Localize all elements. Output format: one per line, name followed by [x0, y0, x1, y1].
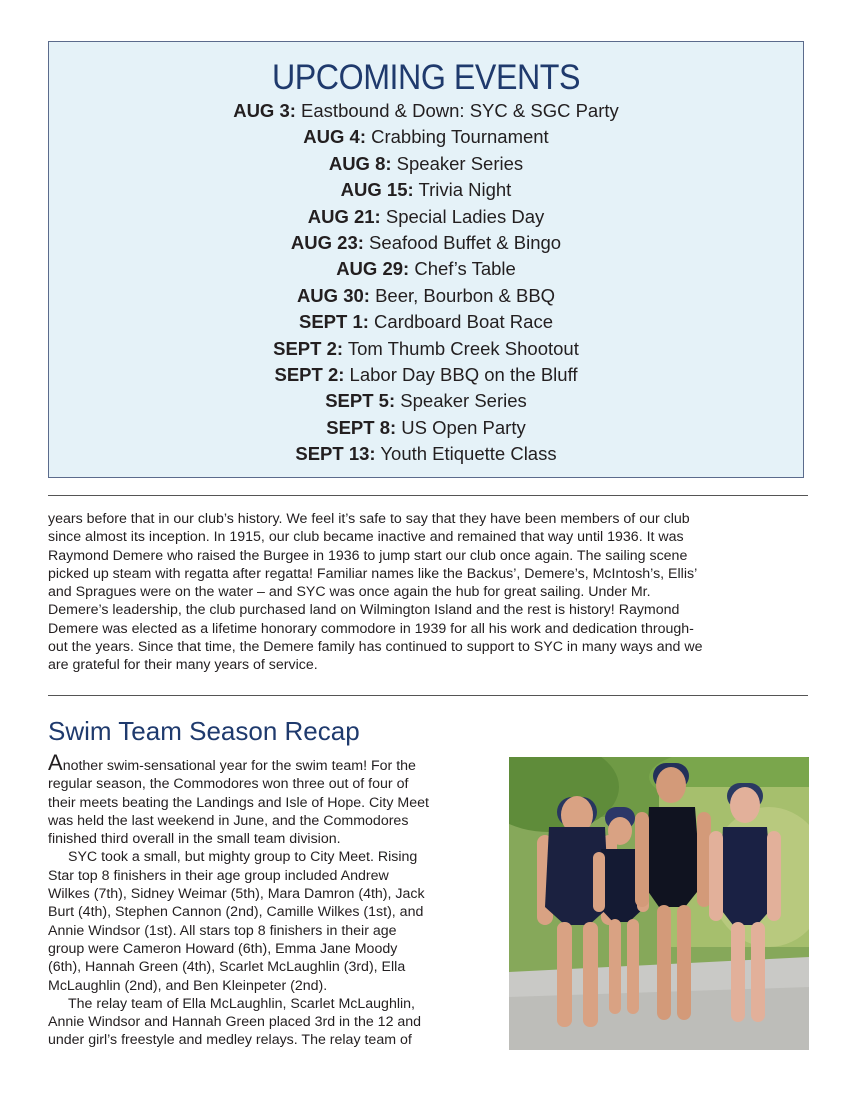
swim-paragraph-3	[48, 995, 488, 1050]
swim-section-title: Swim Team Season Recap	[48, 716, 360, 746]
event-name: Special Ladies Day	[380, 205, 545, 227]
text-line: under girl’s freestyle and medley relays. The relay team of	[48, 1032, 412, 1049]
text-line: picked up steam with regatta after regatta! Familiar names like the Backus’, Demere’s, McIntosh’s, Ellis’	[48, 565, 698, 582]
event-date: AUG 8:	[328, 152, 392, 174]
text-line: Star top 8 finishers in their age group included Andrew	[48, 867, 389, 884]
event-date: SEPT 5:	[325, 390, 396, 412]
text-line: SYC took a small, but mighty group to City Meet. Rising	[68, 849, 418, 866]
text-line: Demere’s leadership, the club purchased land on Wilmington Island and the rest is history! Raymond	[48, 602, 680, 619]
event-item	[49, 204, 803, 230]
text-line: The relay team of Ella McLaughlin, Scarlet McLaughlin,	[68, 995, 415, 1012]
event-date: AUG 30:	[296, 284, 370, 306]
event-item	[49, 283, 803, 309]
events-list	[49, 98, 803, 468]
upcoming-events-box	[48, 41, 804, 478]
event-date: SEPT 2:	[274, 364, 345, 386]
event-name: Cardboard Boat Race	[368, 311, 553, 333]
text-line: Raymond Demere who raised the Burgee in 1936 to jump start our club once again. The sailing scene	[48, 547, 688, 564]
event-item	[49, 177, 803, 203]
history-paragraph	[48, 510, 808, 675]
swim-team-photo	[509, 757, 809, 1050]
text-line: years before that in our club’s history. We feel it’s safe to say that they have been members of our club	[48, 511, 690, 527]
event-item	[49, 336, 803, 362]
event-name: US Open Party	[396, 416, 526, 438]
text-line: group were Cameron Howard (6th), Emma Jane Moody	[48, 940, 398, 957]
text-line: finished third overall in the small team division.	[48, 831, 341, 848]
swim-article	[48, 750, 488, 1050]
event-name: Beer, Bourbon & BBQ	[369, 284, 556, 306]
text-line: Burt (4th), Stephen Cannon (2nd), Camille Wilkes (1st), and	[48, 904, 424, 921]
text-line: regular season, the Commodores won three out of four of	[48, 776, 409, 793]
text-line: Annie Windsor and Hannah Green placed 3rd in the 12 and	[48, 1014, 422, 1031]
event-item	[49, 309, 803, 335]
event-date: SEPT 8:	[326, 416, 397, 438]
event-name: Eastbound & Down: SYC & SGC Party	[295, 100, 619, 121]
event-date: AUG 3:	[233, 100, 296, 121]
event-date: AUG 4:	[303, 126, 366, 148]
event-name: Labor Day BBQ on the Bluff	[344, 364, 578, 386]
event-date: AUG 23:	[290, 232, 364, 254]
text-line: Demere was elected as a lifetime honorary commodore in 1939 for all his work and dedication through-	[48, 620, 694, 637]
event-name: Youth Etiquette Class	[375, 443, 557, 465]
text-line: nother swim-sensational year for the swim team! For the	[62, 758, 416, 774]
text-line: Wilkes (7th), Sidney Weimar (5th), Mara Damron (4th), Jack	[48, 886, 425, 903]
event-date: SEPT 2:	[273, 337, 344, 359]
event-name: Speaker Series	[391, 152, 524, 174]
event-item	[49, 362, 803, 388]
text-line: since almost its inception. In 1915, our club became inactive and remained that way until 1936. It was	[48, 529, 684, 546]
event-name: Speaker Series	[395, 390, 527, 412]
event-item	[49, 256, 803, 282]
event-name: Tom Thumb Creek Shootout	[343, 337, 579, 359]
event-date: AUG 29:	[336, 258, 410, 280]
text-line: McLaughlin (2nd), and Ben Kleinpeter (2nd).	[48, 977, 328, 994]
event-item	[49, 230, 803, 256]
event-date: AUG 15:	[340, 179, 414, 201]
event-item	[49, 388, 803, 414]
swim-paragraph-2	[48, 848, 488, 994]
text-line: and Spragues were on the water – and SYC was once again the hub for great sailing. Under Mr.	[48, 584, 651, 601]
text-line: out the years. Since that time, the Demere family has continued to support to SYC in many ways and we	[48, 639, 703, 656]
event-name: Seafood Buffet & Bingo	[363, 232, 562, 254]
event-item	[49, 98, 803, 124]
text-line: Annie Windsor (1st). All stars top 8 finishers in their age	[48, 922, 397, 939]
event-date: SEPT 1:	[298, 311, 369, 333]
text-line: was held the last weekend in June, and the Commodores	[48, 812, 409, 829]
event-date: AUG 21:	[307, 205, 381, 227]
event-item	[49, 415, 803, 441]
event-name: Trivia Night	[413, 179, 512, 201]
event-item	[49, 124, 803, 150]
divider-bottom	[48, 695, 808, 696]
text-line: (6th), Hannah Green (4th), Scarlet McLaughlin (3rd), Ella	[48, 959, 406, 976]
drop-cap: A	[48, 750, 63, 775]
events-title: UPCOMING EVENTS	[272, 58, 580, 97]
event-item	[49, 441, 803, 467]
event-date: SEPT 13:	[295, 443, 376, 465]
divider-top	[48, 495, 808, 496]
text-line: are grateful for their many years of service.	[48, 657, 318, 674]
text-line: their meets beating the Landings and Isle of Hope. City Meet	[48, 794, 429, 811]
swim-paragraph-1	[48, 750, 488, 848]
event-name: Chef’s Table	[409, 258, 516, 280]
event-item	[49, 151, 803, 177]
event-name: Crabbing Tournament	[365, 126, 549, 148]
